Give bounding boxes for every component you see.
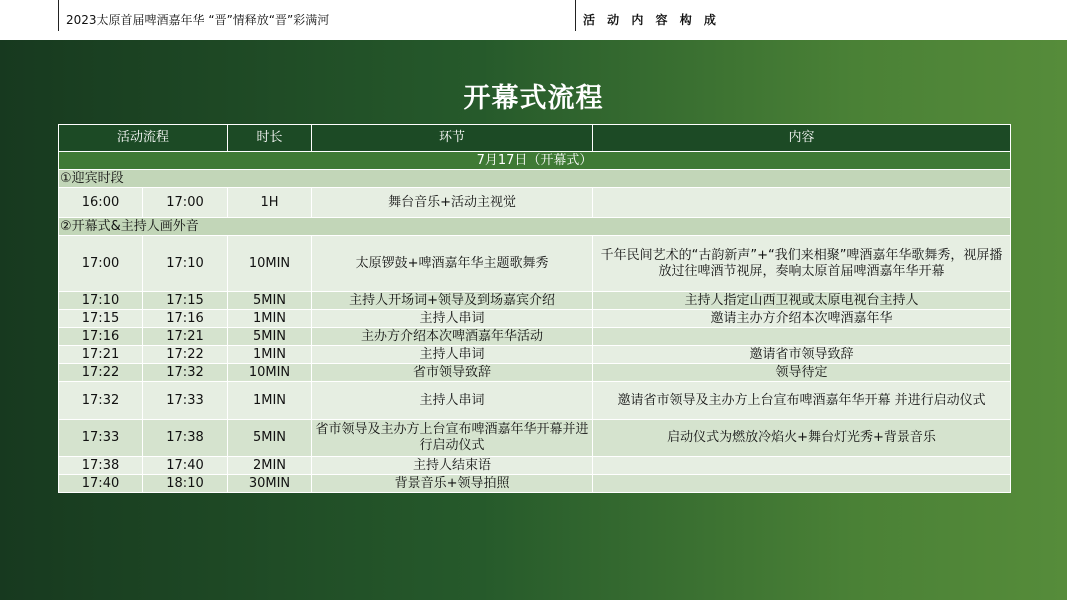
content: 邀请省市领导致辞 — [593, 346, 1011, 364]
section-row — [59, 170, 1011, 188]
segment: 省市领导及主办方上台宣布啤酒嘉年华开幕并进行启动仪式 — [312, 420, 593, 457]
start-time: 17:10 — [59, 292, 143, 310]
end-time: 17:22 — [143, 346, 228, 364]
duration: 10MIN — [228, 364, 312, 382]
start-time: 17:16 — [59, 328, 143, 346]
end-time: 17:15 — [143, 292, 228, 310]
header-activity-flow: 活动流程 — [59, 125, 228, 152]
start-time: 17:21 — [59, 346, 143, 364]
page-title: 开幕式流程 — [463, 83, 604, 114]
content: 邀请主办方介绍本次啤酒嘉年华 — [593, 310, 1011, 328]
segment: 背景音乐+领导拍照 — [312, 475, 593, 493]
end-time: 18:10 — [143, 475, 228, 493]
end-time: 17:16 — [143, 310, 228, 328]
segment: 主办方介绍本次啤酒嘉年华活动 — [312, 328, 593, 346]
duration: 5MIN — [228, 292, 312, 310]
duration: 2MIN — [228, 457, 312, 475]
end-time: 17:32 — [143, 364, 228, 382]
end-time: 17:33 — [143, 382, 228, 420]
table-row — [59, 346, 1011, 364]
duration: 30MIN — [228, 475, 312, 493]
content — [593, 328, 1011, 346]
segment: 舞台音乐+活动主视觉 — [312, 188, 593, 218]
end-time: 17:00 — [143, 188, 228, 218]
segment: 主持人串词 — [312, 346, 593, 364]
section-label-welcome: ①迎宾时段 — [59, 170, 1011, 188]
start-time: 17:33 — [59, 420, 143, 457]
content: 邀请省市领导及主办方上台宣布啤酒嘉年华开幕 并进行启动仪式 — [593, 382, 1011, 420]
table-row — [59, 328, 1011, 346]
section-label-opening: ②开幕式&主持人画外音 — [59, 218, 1011, 236]
section-row — [59, 218, 1011, 236]
header-content: 内容 — [593, 125, 1011, 152]
date-row — [59, 152, 1011, 170]
date-label: 7月17日（开幕式） — [59, 152, 1011, 170]
table-row — [59, 292, 1011, 310]
end-time: 17:10 — [143, 236, 228, 292]
start-time: 17:32 — [59, 382, 143, 420]
end-time: 17:40 — [143, 457, 228, 475]
start-time: 17:00 — [59, 236, 143, 292]
table-row — [59, 457, 1011, 475]
duration: 5MIN — [228, 328, 312, 346]
header-segment: 环节 — [312, 125, 593, 152]
event-title: 2023太原首届啤酒嘉年华 “晋”情释放“晋”彩满河 — [66, 13, 330, 27]
segment: 主持人开场词+领导及到场嘉宾介绍 — [312, 292, 593, 310]
content: 领导待定 — [593, 364, 1011, 382]
table-row — [59, 188, 1011, 218]
segment: 主持人串词 — [312, 310, 593, 328]
start-time: 17:15 — [59, 310, 143, 328]
end-time: 17:21 — [143, 328, 228, 346]
duration: 1MIN — [228, 310, 312, 328]
segment: 主持人结束语 — [312, 457, 593, 475]
start-time: 17:38 — [59, 457, 143, 475]
segment: 省市领导致辞 — [312, 364, 593, 382]
table-row — [59, 236, 1011, 292]
content: 千年民间艺术的“古韵新声”+“我们来相聚”啤酒嘉年华歌舞秀，视屏播放过往啤酒节视屏，奏响太原首届啤酒嘉年华开幕 — [593, 236, 1011, 292]
duration: 1MIN — [228, 382, 312, 420]
content — [593, 188, 1011, 218]
top-header-bar — [0, 0, 1067, 40]
start-time: 17:22 — [59, 364, 143, 382]
table-row — [59, 420, 1011, 457]
content — [593, 457, 1011, 475]
start-time: 17:40 — [59, 475, 143, 493]
header-duration: 时长 — [228, 125, 312, 152]
table-row — [59, 364, 1011, 382]
schedule-table — [58, 124, 1011, 493]
duration: 1H — [228, 188, 312, 218]
duration: 1MIN — [228, 346, 312, 364]
end-time: 17:38 — [143, 420, 228, 457]
section-label: 活 动 内 容 构 成 — [583, 13, 720, 27]
segment: 主持人串词 — [312, 382, 593, 420]
content — [593, 475, 1011, 493]
table-row — [59, 475, 1011, 493]
table-row — [59, 310, 1011, 328]
content: 主持人指定山西卫视或太原电视台主持人 — [593, 292, 1011, 310]
header-divider-right — [575, 0, 576, 31]
table-row — [59, 382, 1011, 420]
duration: 10MIN — [228, 236, 312, 292]
duration: 5MIN — [228, 420, 312, 457]
start-time: 16:00 — [59, 188, 143, 218]
header-divider-left — [58, 0, 59, 31]
table-header-row — [59, 125, 1011, 152]
content: 启动仪式为燃放冷焰火+舞台灯光秀+背景音乐 — [593, 420, 1011, 457]
segment: 太原锣鼓+啤酒嘉年华主题歌舞秀 — [312, 236, 593, 292]
